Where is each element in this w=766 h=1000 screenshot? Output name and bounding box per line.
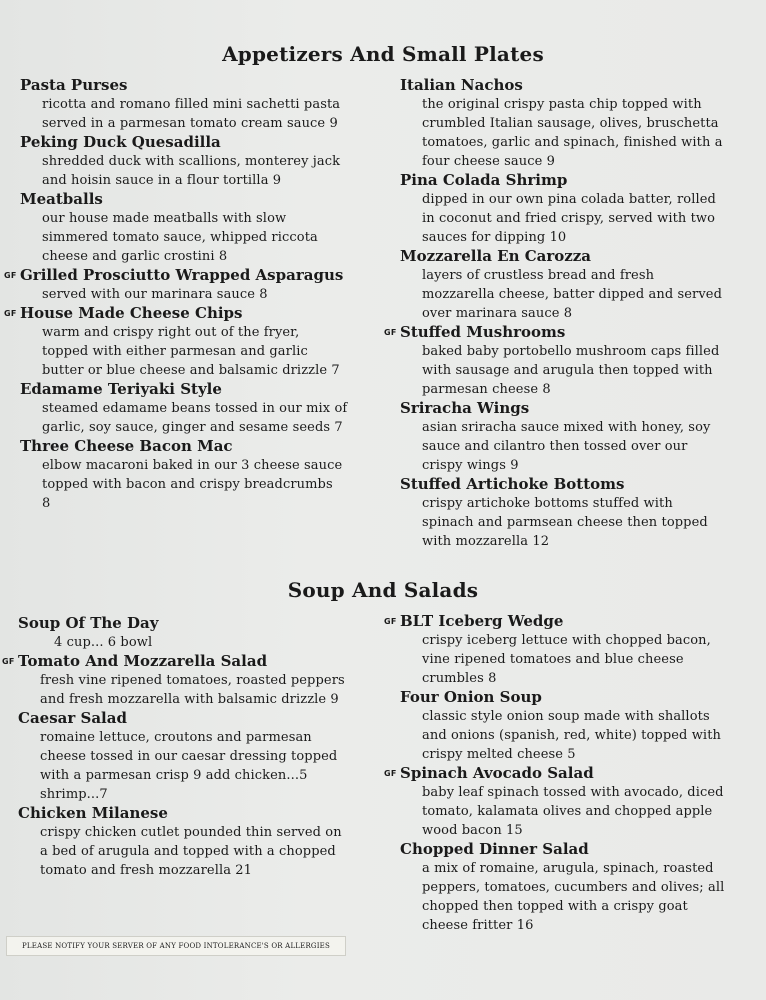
- gluten-free-marker: GF: [4, 309, 17, 318]
- menu-item-name: Caesar Salad: [18, 709, 127, 727]
- soups-left-column: [2, 614, 378, 880]
- menu-item: [400, 399, 760, 475]
- menu-item: [18, 709, 378, 804]
- menu-item-description-line: our house made meatballs with slow: [42, 211, 287, 226]
- menu-item-description-line: shrimp...7: [40, 787, 108, 802]
- menu-item: [18, 614, 378, 652]
- appetizers-title: Appetizers And Small Plates: [222, 42, 544, 66]
- menu-item: [400, 688, 760, 764]
- menu-item-name: Pasta Purses: [20, 76, 128, 94]
- menu-item-description-line: crispy iceberg lettuce with chopped bacon,: [422, 633, 711, 648]
- menu-item: [2, 652, 378, 709]
- menu-item-name: Tomato And Mozzarella Salad: [18, 652, 268, 670]
- menu-item-description-line: four cheese sauce 9: [422, 154, 555, 169]
- menu-item-description-line: crispy melted cheese 5: [422, 747, 576, 762]
- menu-item-name: BLT Iceberg Wedge: [400, 612, 564, 630]
- menu-item: [20, 437, 380, 513]
- menu-item-description-line: tomato and fresh mozzarella 21: [40, 863, 253, 878]
- menu-item-description-line: in coconut and fried crispy, served with two: [422, 211, 716, 226]
- menu-item-name: Edamame Teriyaki Style: [20, 380, 222, 398]
- menu-item-name: Mozzarella En Carozza: [400, 247, 592, 265]
- menu-item-name: Soup Of The Day: [18, 614, 159, 632]
- appetizers-right-column: [384, 76, 760, 551]
- menu-item: [400, 76, 760, 171]
- menu-item-name: Pina Colada Shrimp: [400, 171, 568, 189]
- menu-item-description-line: with sausage and arugula then topped with: [422, 363, 713, 378]
- menu-item-name: Stuffed Artichoke Bottoms: [400, 475, 625, 493]
- menu-item-description-line: sauce and cilantro then tossed over our: [422, 439, 688, 454]
- menu-item-description-line: 8: [42, 496, 51, 511]
- menu-item-name: House Made Cheese Chips: [20, 304, 243, 322]
- menu-item-description-line: over marinara sauce 8: [422, 306, 573, 321]
- menu-item-description-line: spinach and parmsean cheese then topped: [422, 515, 708, 530]
- menu-item-description-line: with mozzarella 12: [422, 534, 550, 549]
- menu-item-description-line: and onions (spanish, red, white) topped with: [422, 728, 721, 743]
- menu-item: [20, 190, 380, 266]
- menu-item-description-line: sauces for dipping 10: [422, 230, 567, 245]
- menu-item-description-line: baked baby portobello mushroom caps filled: [422, 344, 720, 359]
- menu-item: [384, 323, 760, 399]
- menu-item-name: Stuffed Mushrooms: [400, 323, 566, 341]
- menu-item-description-line: mozzarella cheese, batter dipped and served: [422, 287, 723, 302]
- menu-item: [400, 840, 760, 935]
- menu-item-description-line: elbow macaroni baked in our 3 cheese sauce: [42, 458, 343, 473]
- menu-item-description-line: vine ripened tomatoes and blue cheese: [422, 652, 684, 667]
- menu-item: [4, 304, 380, 380]
- allergy-notice: PLEASE NOTIFY YOUR SERVER OF ANY FOOD INTOLERANCE'S OR ALLERGIES: [6, 936, 346, 956]
- menu-item-name: Meatballs: [20, 190, 103, 208]
- menu-item: [400, 171, 760, 247]
- menu-item-description-line: wood bacon 15: [422, 823, 523, 838]
- menu-item-description-line: served in a parmesan tomato cream sauce 9: [42, 116, 338, 131]
- gluten-free-marker: GF: [384, 328, 397, 337]
- menu-item-description-line: layers of crustless bread and fresh: [422, 268, 655, 283]
- menu-item-name: Peking Duck Quesadilla: [20, 133, 221, 151]
- menu-item: [20, 380, 380, 437]
- menu-item-description-line: 4 cup... 6 bowl: [54, 635, 153, 650]
- menu-item: [20, 133, 380, 190]
- menu-item: [400, 475, 760, 551]
- menu-item-description-line: classic style onion soup made with shallots: [422, 709, 710, 724]
- menu-item-name: Spinach Avocado Salad: [400, 764, 594, 782]
- menu-item-description-line: crispy chicken cutlet pounded thin served on: [40, 825, 342, 840]
- menu-item-name: Four Onion Soup: [400, 688, 542, 706]
- menu-item-description-line: the original crispy pasta chip topped with: [422, 97, 702, 112]
- menu-item-description-line: a bed of arugula and topped with a chopped: [40, 844, 336, 859]
- menu-item-description-line: warm and crispy right out of the fryer,: [42, 325, 300, 340]
- menu-item-description-line: crispy wings 9: [422, 458, 519, 473]
- menu-item-description-line: and fresh mozzarella with balsamic drizzle 9: [40, 692, 339, 707]
- menu-item-name: Chicken Milanese: [18, 804, 168, 822]
- menu-item-description-line: dipped in our own pina colada batter, rolled: [422, 192, 716, 207]
- menu-item: [20, 76, 380, 133]
- menu-item-name: Chopped Dinner Salad: [400, 840, 589, 858]
- menu-item-description-line: romaine lettuce, croutons and parmesan: [40, 730, 312, 745]
- menu-item-description-line: a mix of romaine, arugula, spinach, roasted: [422, 861, 714, 876]
- menu-item: [4, 266, 380, 304]
- menu-item: [400, 247, 760, 323]
- appetizers-left-column: [4, 76, 380, 513]
- menu-item-description-line: with a parmesan crisp 9 add chicken...5: [40, 768, 308, 783]
- menu-item-description-line: baby leaf spinach tossed with avocado, diced: [422, 785, 724, 800]
- menu-item-description-line: and hoisin sauce in a flour tortilla 9: [42, 173, 282, 188]
- menu-item-description-line: tomato, kalamata olives and chopped apple: [422, 804, 713, 819]
- menu-item-description-line: asian sriracha sauce mixed with honey, soy: [422, 420, 711, 435]
- menu-item-description-line: fresh vine ripened tomatoes, roasted peppers: [40, 673, 345, 688]
- gluten-free-marker: GF: [384, 769, 397, 778]
- menu-item-description-line: tomatoes, garlic and spinach, finished with a: [422, 135, 723, 150]
- menu-item-description-line: cheese and garlic crostini 8: [42, 249, 228, 264]
- menu-item-description-line: crispy artichoke bottoms stuffed with: [422, 496, 673, 511]
- gluten-free-marker: GF: [4, 271, 17, 280]
- menu-item-name: Sriracha Wings: [400, 399, 530, 417]
- menu-item-description-line: peppers, tomatoes, cucumbers and olives; all: [422, 880, 725, 895]
- menu-item-description-line: topped with either parmesan and garlic: [42, 344, 308, 359]
- menu-item-description-line: topped with bacon and crispy breadcrumbs: [42, 477, 333, 492]
- gluten-free-marker: GF: [2, 657, 15, 666]
- menu-item-description-line: cheese tossed in our caesar dressing topped: [40, 749, 338, 764]
- menu-item-description-line: parmesan cheese 8: [422, 382, 551, 397]
- menu-item-description-line: chopped then topped with a crispy goat: [422, 899, 688, 914]
- menu-item-description-line: butter or blue cheese and balsamic drizzle 7: [42, 363, 340, 378]
- menu-item: [384, 612, 760, 688]
- menu-item-description-line: served with our marinara sauce 8: [42, 287, 268, 302]
- menu-item-name: Grilled Prosciutto Wrapped Asparagus: [20, 266, 344, 284]
- soups-title: Soup And Salads: [287, 578, 479, 602]
- menu-item-description-line: shredded duck with scallions, monterey jack: [42, 154, 341, 169]
- menu-item-description-line: ricotta and romano filled mini sachetti pasta: [42, 97, 341, 112]
- menu-item-description-line: steamed edamame beans tossed in our mix of: [42, 401, 348, 416]
- menu-item: [18, 804, 378, 880]
- menu-item-name: Three Cheese Bacon Mac: [20, 437, 233, 455]
- menu-item: [384, 764, 760, 840]
- gluten-free-marker: GF: [384, 617, 397, 626]
- menu-item-description-line: cheese fritter 16: [422, 918, 534, 933]
- soups-right-column: [384, 612, 760, 935]
- menu-item-description-line: crumbled Italian sausage, olives, bruschetta: [422, 116, 719, 131]
- menu-item-description-line: simmered tomato sauce, whipped riccota: [42, 230, 318, 245]
- menu-item-description-line: crumbles 8: [422, 671, 497, 686]
- menu-item-description-line: garlic, soy sauce, ginger and sesame seeds 7: [42, 420, 343, 435]
- menu-item-name: Italian Nachos: [400, 76, 523, 94]
